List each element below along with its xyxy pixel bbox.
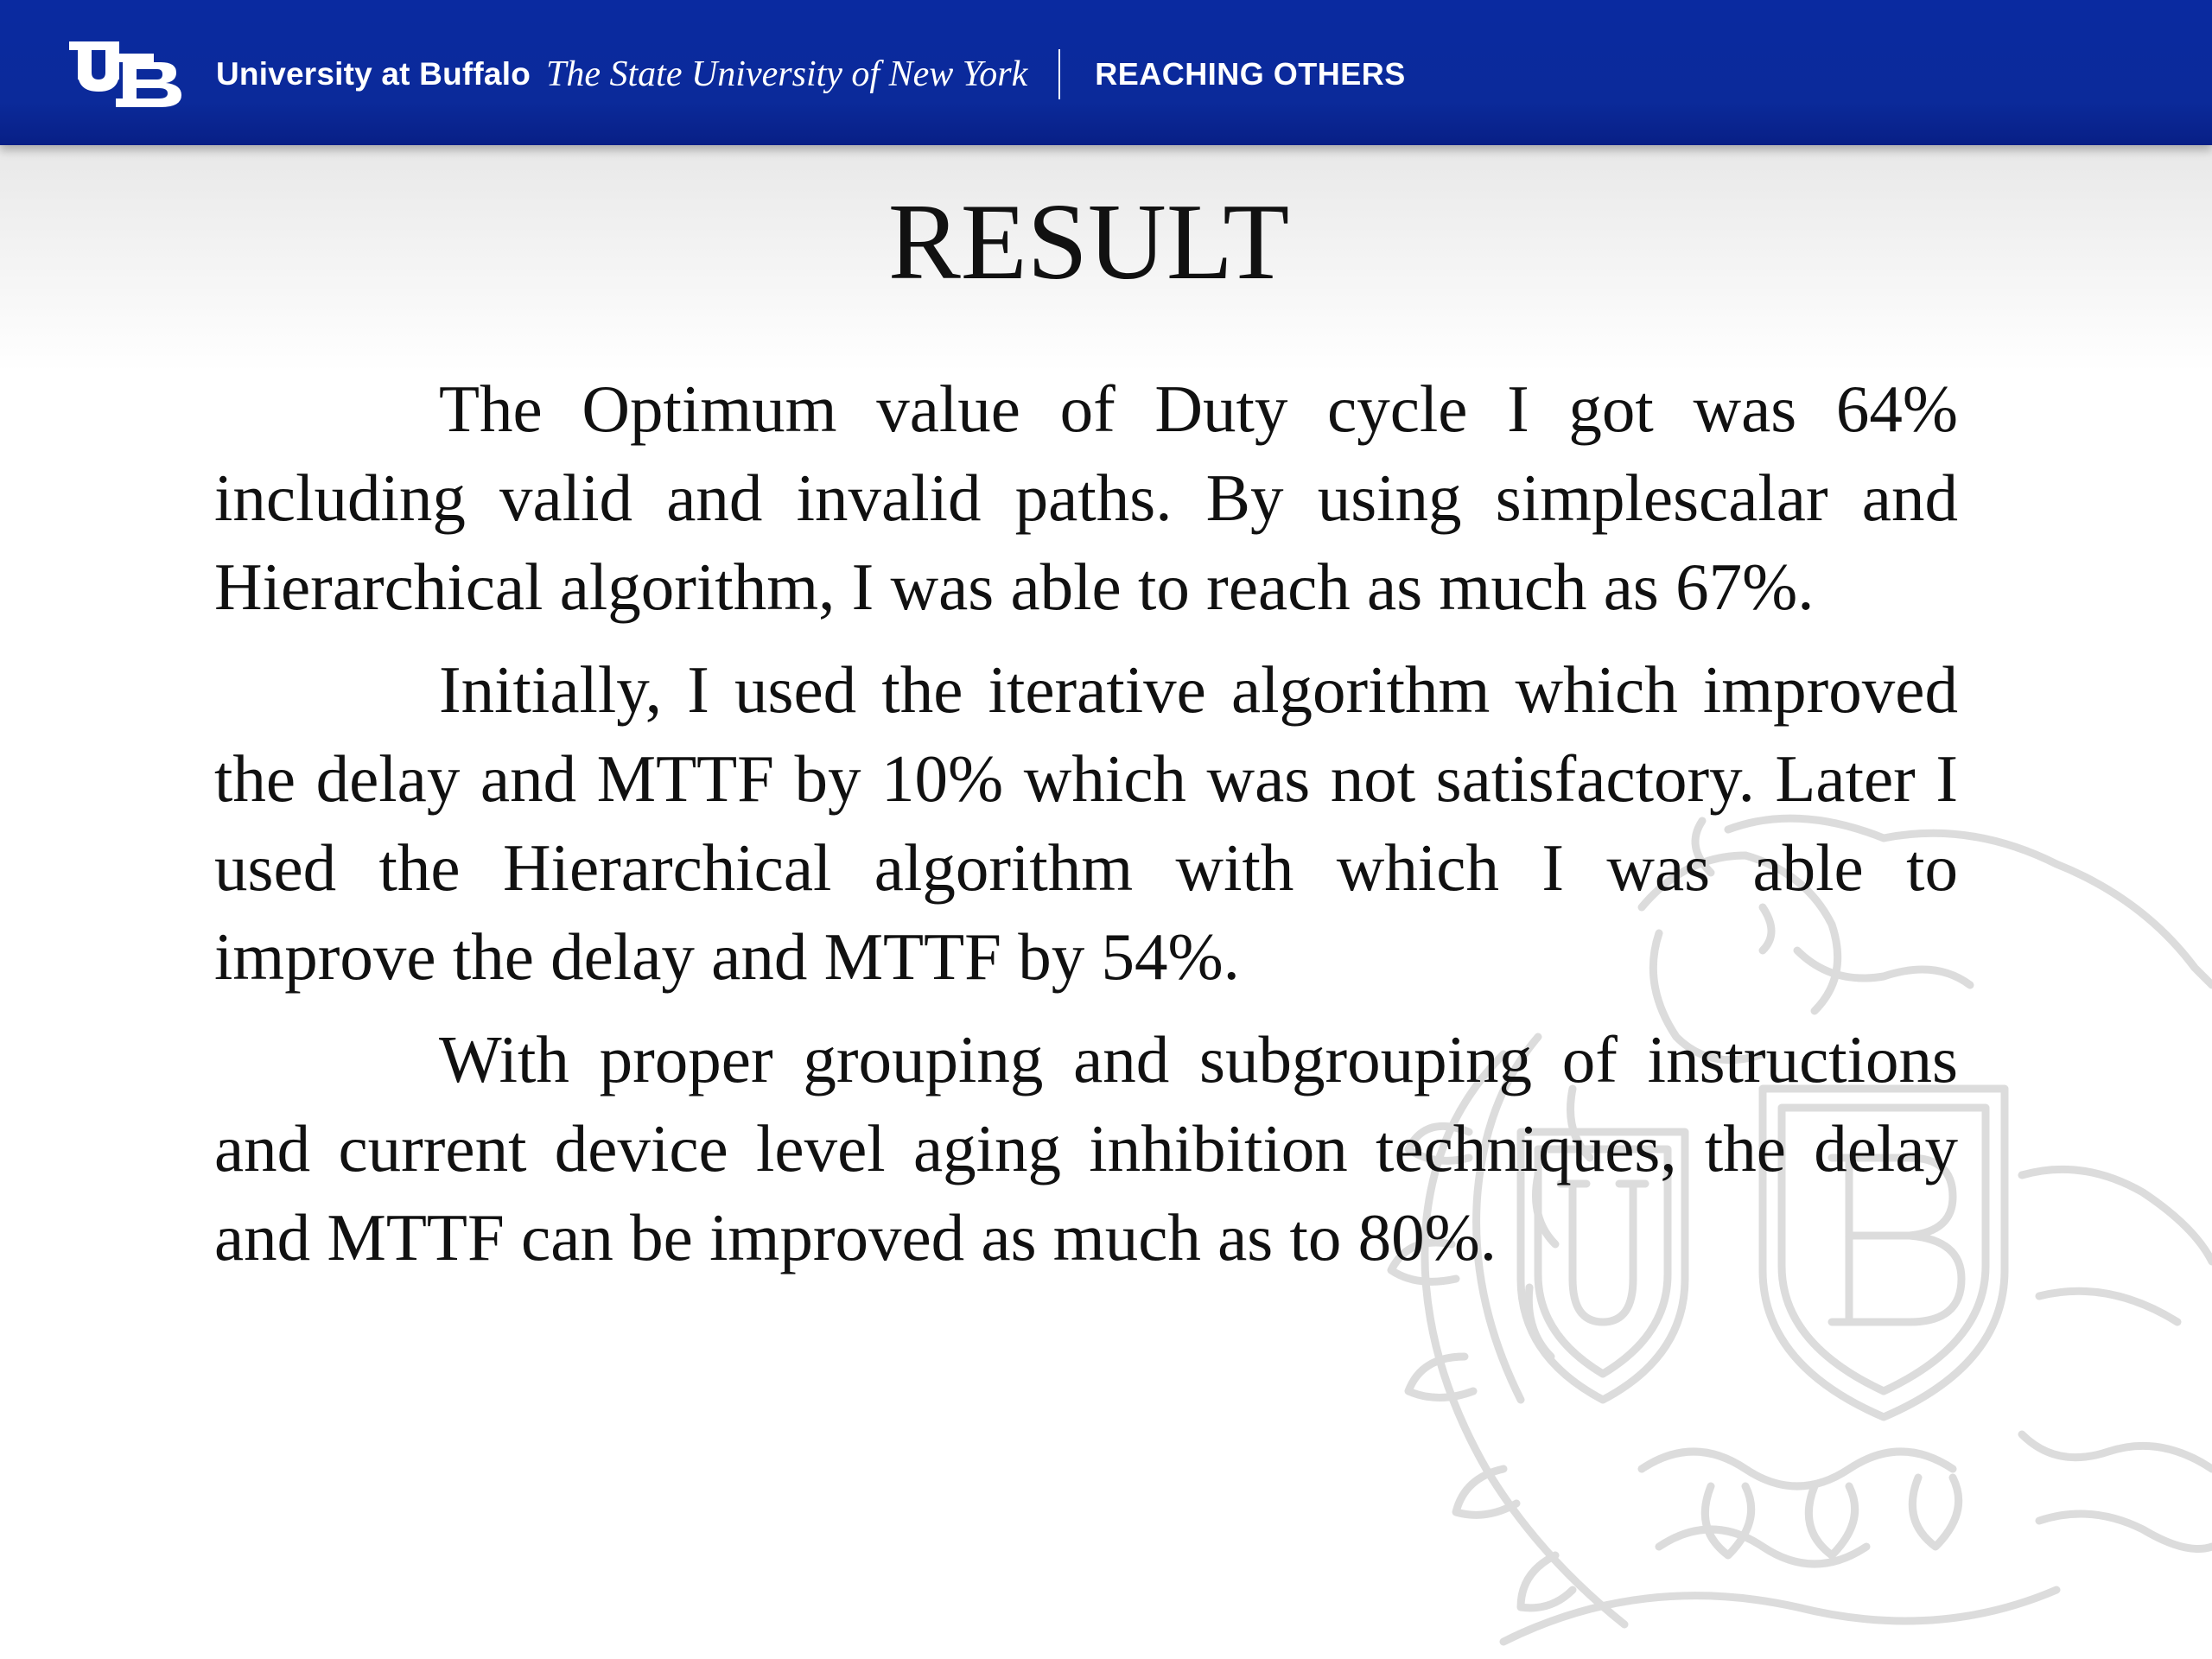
paragraph-iterative-algorithm: Initially, I used the iterative algorithm which improved the delay and MTTF by 10% which was not satisfactory. Later I used the Hierarchical algorithm with which I was able to improve the delay and MTTF by 54%. <box>214 652 1958 994</box>
ub-logo-icon <box>67 38 197 111</box>
paragraph-duty-cycle: The Optimum value of Duty cycle I got was 64% including valid and invalid paths. By using simplescalar and Hierarchical algorithm, I was able to reach as much as 67%. <box>214 372 1958 624</box>
university-name: University at Buffalo <box>216 56 531 92</box>
brand-lockup <box>67 38 1406 111</box>
tagline: REACHING OTHERS <box>1095 56 1406 92</box>
header-bar <box>0 0 2212 145</box>
paragraph-grouping: With proper grouping and subgrouping of instructions and current device level aging inhibition techniques, the delay and MTTF can be improved as much as to 80%. <box>214 1022 1958 1274</box>
state-university-name: The State University of New York <box>546 54 1028 94</box>
slide-title: RESULT <box>887 182 1290 302</box>
slide-body <box>214 365 1958 1296</box>
header-divider <box>1058 49 1060 99</box>
